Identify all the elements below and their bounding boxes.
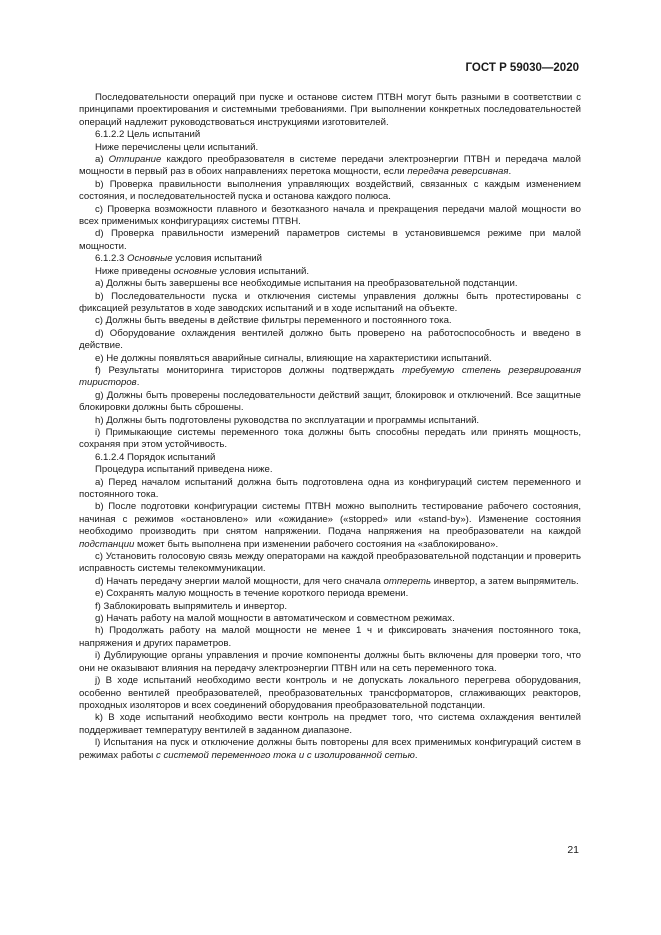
- paragraph: [79, 253, 581, 265]
- text-run: b) Проверка правильности выполнения управляющих воздействий, связанных с каждым изменением состояния, и последовательностей пуска и останова каждого полюса.: [79, 178, 581, 203]
- text-run: i) Дублирующие органы управления и прочие компоненты должны быть включены для проверки того, что они не оказывают влияния на передачу электроэнергии ПТВН или на сеть переменного тока.: [79, 650, 581, 674]
- paragraph: [79, 613, 581, 625]
- paragraph: [79, 129, 581, 141]
- paragraph: [79, 315, 581, 327]
- paragraph: [79, 278, 581, 290]
- text-run: a): [95, 154, 109, 166]
- paragraph: [79, 365, 581, 390]
- paragraph: [79, 576, 581, 588]
- text-run: 6.1.2.3: [95, 253, 128, 265]
- text-run: a) Перед началом испытаний должна быть подготовлена одна из конфигураций систем переменного и постоянного тока.: [79, 476, 581, 500]
- paragraph: [79, 92, 581, 129]
- text-run: 6.1.2.2 Цель испытаний: [95, 129, 201, 141]
- paragraph: [79, 142, 581, 154]
- text-run: g) Начать работу на малой мощности в автоматическом и совместном режимах.: [95, 613, 455, 625]
- italic-text: подстанции: [79, 538, 135, 550]
- paragraph: [79, 737, 581, 762]
- text-run: .: [508, 166, 512, 178]
- paragraph: [79, 601, 581, 613]
- page-number: 21: [567, 844, 579, 856]
- text-run: .: [136, 377, 140, 389]
- italic-text: требуемую степень резервирования тиристоров: [79, 364, 581, 389]
- paragraph: [79, 712, 581, 737]
- text-run: b) После подготовки конфигурации системы ПТВН можно выполнить тестирование рабочего состояния, начиная с режимов «остановлено» или «ожидание» («stopped» или «stand-by»). Изменение состояния необходимо производить при снятом напряжении. Подача напряжения на преобразователи на каждой: [79, 501, 581, 538]
- text-run: e) Сохранять малую мощность в течение короткого периода времени.: [95, 588, 409, 600]
- paragraph: [79, 588, 581, 600]
- text-run: условия испытаний: [172, 253, 262, 265]
- italic-text: отпереть: [383, 575, 432, 587]
- text-run: a) Должны быть завершены все необходимые испытания на преобразовательной подстанции.: [95, 278, 518, 290]
- text-run: c) Установить голосовую связь между операторами на каждой преобразовательной подстанции и проверить исправность системы телекоммуникации.: [79, 551, 581, 575]
- text-run: b) Последовательности пуска и отключения системы управления должны быть протестированы с фиксацией результатов в ходе заводских испытаний и в ходе испытаний на объекте.: [79, 290, 581, 314]
- paragraph: [79, 179, 581, 204]
- italic-text: Отпирание: [108, 154, 162, 166]
- text-run: Ниже приведены: [95, 265, 174, 277]
- paragraph: [79, 551, 581, 576]
- paragraph: [79, 625, 581, 650]
- text-run: 6.1.2.4 Порядок испытаний: [95, 451, 216, 463]
- italic-text: передача реверсивная: [407, 166, 509, 178]
- text-run: g) Должны быть проверены последовательности действий защит, блокировок и отключений. Все защитные блокировки должны быть сброшены.: [79, 389, 581, 414]
- paragraph: [79, 650, 581, 675]
- text-run: i) Примыкающие системы переменного тока должны быть способны передать или принять мощность, сохраняя при этом устойчивость.: [79, 426, 581, 451]
- text-run: Процедура испытаний приведена ниже.: [95, 464, 273, 476]
- text-run: f) Результаты мониторинга тиристоров должны подтверждать: [95, 364, 402, 376]
- text-run: .: [414, 749, 418, 761]
- italic-text: основные: [173, 265, 217, 277]
- paragraph: [79, 452, 581, 464]
- text-run: e) Не должны появляться аварийные сигналы, влияющие на характеристики испытаний.: [95, 352, 492, 364]
- paragraph: [79, 415, 581, 427]
- paragraph: [79, 464, 581, 476]
- paragraph: [79, 204, 581, 229]
- paragraph: [79, 266, 581, 278]
- text-run: d) Начать передачу энергии малой мощности, для чего сначала: [95, 575, 384, 587]
- text-run: h) Должны быть подготовлены руководства по эксплуатации и программы испытаний.: [95, 414, 480, 426]
- paragraph: [79, 228, 581, 253]
- paragraph: [79, 328, 581, 353]
- text-run: l) Испытания на пуск и отключение должны быть повторены для всех применимых конфигураций систем в режимах работы: [79, 737, 581, 761]
- text-run: Ниже перечислены цели испытаний.: [95, 141, 259, 153]
- paragraph: [79, 477, 581, 502]
- text-run: c) Проверка возможности плавного и безотказного начала и прекращения передачи малой мощности во всех применимых конфигурациях системы ПТВН.: [79, 203, 581, 228]
- paragraph: [79, 501, 581, 551]
- paragraph: [79, 291, 581, 316]
- text-run: инвертор, а затем выпрямитель.: [431, 575, 579, 587]
- text-run: Последовательности операций при пуске и останове систем ПТВН могут быть разными в соответствии с принципами проектирования и системными требованиями. При выполнении конкретных последовательностей операций надлежит руководствоваться инструкциями изготовителей.: [79, 92, 581, 128]
- text-run: может быть выполнена при изменении рабочего состояния на «заблокировано».: [134, 538, 499, 550]
- text-run: k) В ходе испытаний необходимо вести контроль на предмет того, что система охлаждения вентилей поддерживает температуру вентилей в заданном диапазоне.: [79, 712, 581, 736]
- paragraph: [79, 390, 581, 415]
- text-run: h) Продолжать работу на малой мощности не менее 1 ч и фиксировать значения постоянного тока, напряжения и других параметров.: [79, 625, 581, 649]
- document-body: [79, 92, 581, 762]
- text-run: d) Проверка правильности измерений параметров системы в установившемся режиме при малой мощности.: [79, 228, 581, 252]
- italic-text: с системой переменного тока и с изолированной сетью: [155, 749, 415, 761]
- text-run: j) В ходе испытаний необходимо вести контроль и не допускать локального перегрева оборудования, особенно вентилей преобразователей, преобразовательных трансформаторов, сглаживающих реакторов, проходных изоляторов и всех соединений оборудования преобразовательной подстанции.: [79, 675, 581, 711]
- text-run: c) Должны быть введены в действие фильтры переменного и постоянного тока.: [95, 315, 452, 327]
- paragraph: [79, 427, 581, 452]
- text-run: каждого преобразователя в системе передачи электроэнергии ПТВН и передача малой мощности в первый раз в обоих направлениях перетока мощности, если: [79, 154, 581, 178]
- text-run: d) Оборудование охлаждения вентилей должно быть проверено на работоспособность и введено в действие.: [79, 327, 581, 352]
- italic-text: Основные: [127, 253, 173, 265]
- document-id: ГОСТ Р 59030—2020: [465, 62, 579, 74]
- paragraph: [79, 353, 581, 365]
- text-run: f) Заблокировать выпрямитель и инвертор.: [95, 600, 288, 612]
- paragraph: [79, 675, 581, 712]
- text-run: условия испытаний.: [216, 265, 310, 277]
- paragraph: [79, 154, 581, 179]
